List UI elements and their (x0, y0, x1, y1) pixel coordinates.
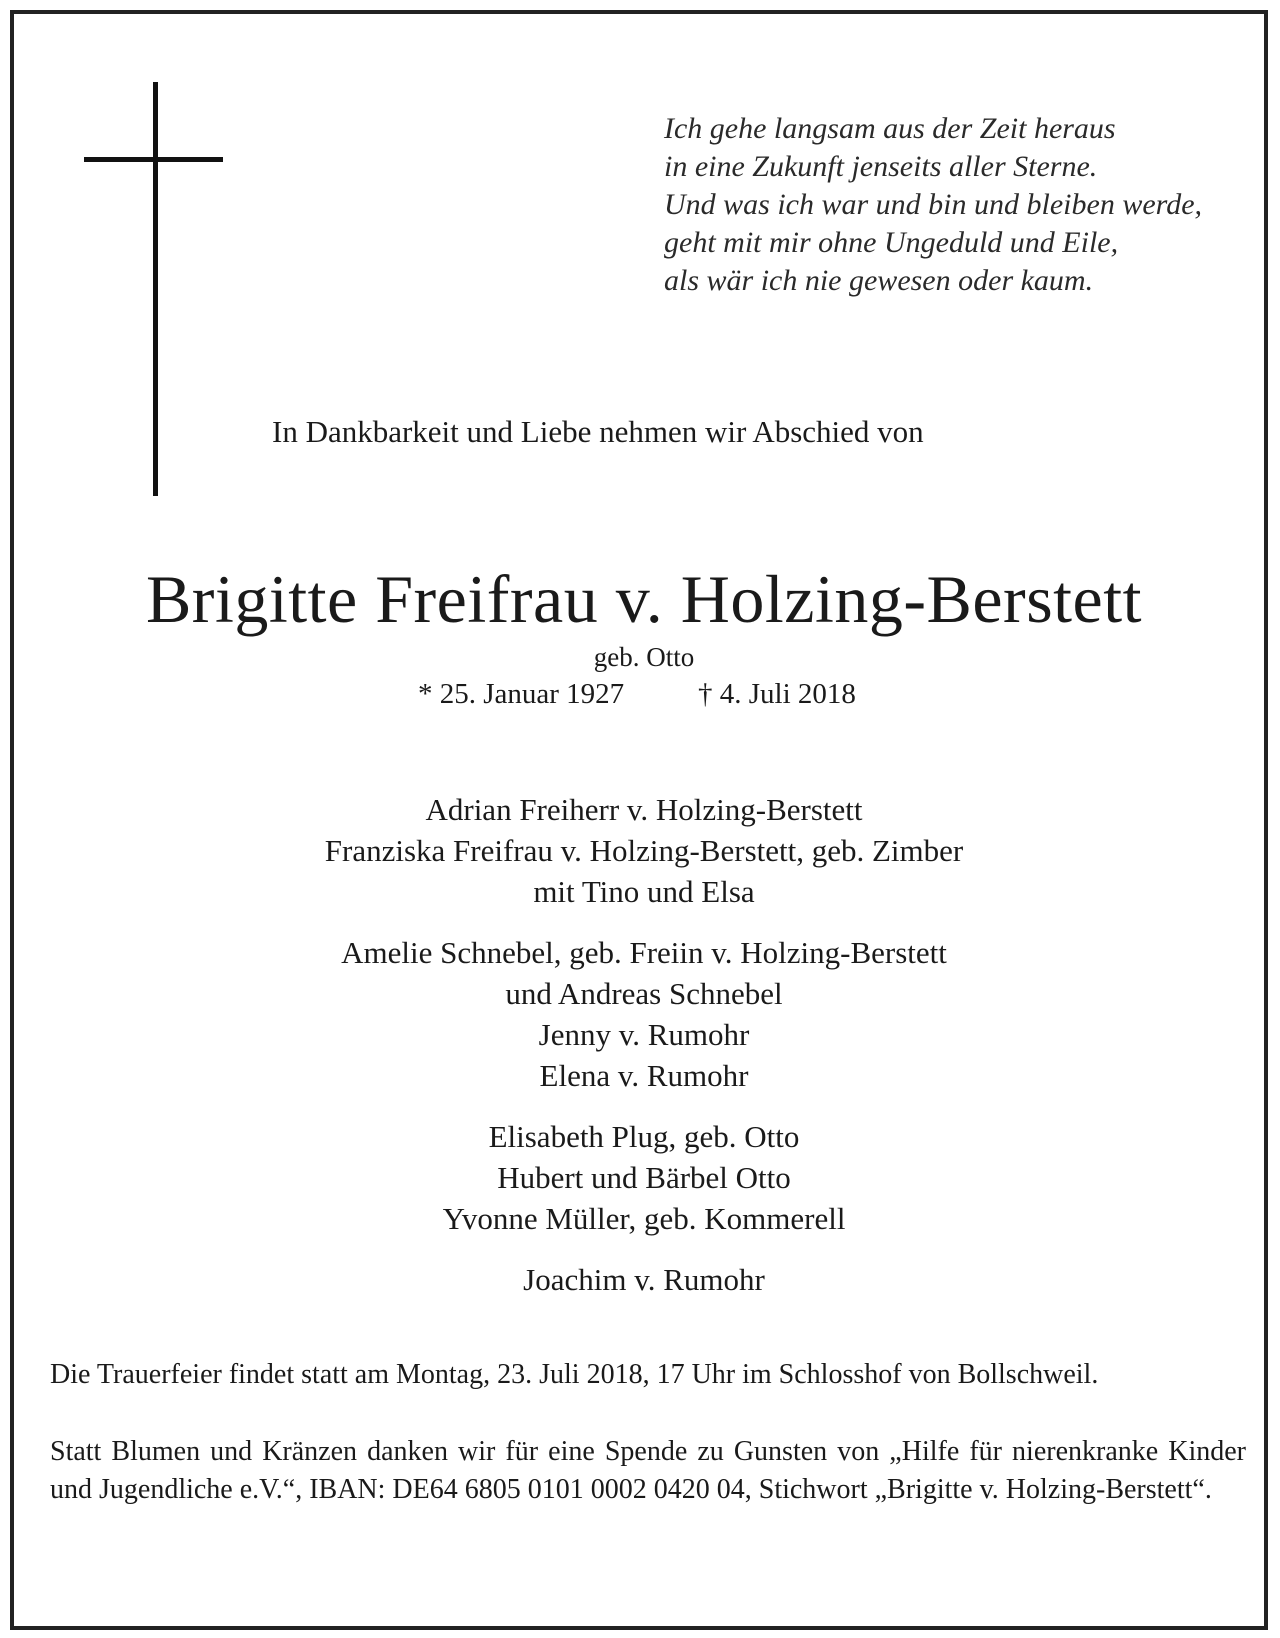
mourner-line: Yvonne Müller, geb. Kommerell (442, 1201, 846, 1236)
maiden-name: geb. Otto (593, 642, 695, 672)
mourner-group (14, 1116, 1274, 1239)
mourner-line: und Andreas Schnebel (505, 976, 783, 1011)
mourner-group (14, 789, 1274, 912)
poem-line: in eine Zukunft jenseits aller Sterne. (664, 150, 1098, 183)
cross-icon-vertical (153, 82, 158, 496)
mourner-line: Adrian Freiherr v. Holzing-Berstett (425, 792, 863, 827)
donation-notice: Statt Blumen und Kränzen danken wir für eine Spende zu Gunsten von „Hilfe für nierenkranke Kinder und Jugendliche e.V.“, IBAN: DE64 6805 0101 0002 0420 04, Stichwort „Brigitte v. Holzing-Berstett“. (50, 1436, 1246, 1505)
poem (664, 110, 1244, 300)
death-date: † 4. Juli 2018 (698, 678, 856, 710)
mourner-line: Franziska Freifrau v. Holzing-Berstett, geb. Zimber (324, 833, 964, 868)
mourners-list (14, 789, 1274, 1320)
mourner-line: Elena v. Rumohr (539, 1058, 749, 1093)
deceased-name: Brigitte Freifrau v. Holzing-Berstett (145, 561, 1143, 637)
cross-icon-horizontal (84, 157, 223, 162)
poem-line: als wär ich nie gewesen oder kaum. (664, 264, 1094, 297)
intro-text: In Dankbarkeit und Liebe nehmen wir Abschied von (272, 414, 924, 449)
mourner-line: Elisabeth Plug, geb. Otto (488, 1119, 800, 1154)
birth-date: * 25. Januar 1927 (418, 678, 625, 710)
mourner-line: Joachim v. Rumohr (523, 1262, 765, 1297)
obituary-frame (10, 10, 1268, 1630)
mourner-line: Hubert und Bärbel Otto (497, 1160, 791, 1195)
poem-line: Und was ich war und bin und bleiben werde, (664, 188, 1203, 221)
ceremony-notice: Die Trauerfeier findet statt am Montag, 23. Juli 2018, 17 Uhr im Schlosshof von Bollschweil. (50, 1359, 1099, 1390)
mourner-line: Jenny v. Rumohr (538, 1017, 750, 1052)
mourner-line: mit Tino und Elsa (533, 874, 755, 909)
poem-line: Ich gehe langsam aus der Zeit heraus (664, 112, 1116, 145)
poem-line: geht mit mir ohne Ungeduld und Eile, (664, 226, 1119, 259)
mourner-group (14, 1259, 1274, 1300)
mourner-group (14, 932, 1274, 1096)
mourner-line: Amelie Schnebel, geb. Freiin v. Holzing-Berstett (341, 935, 947, 970)
